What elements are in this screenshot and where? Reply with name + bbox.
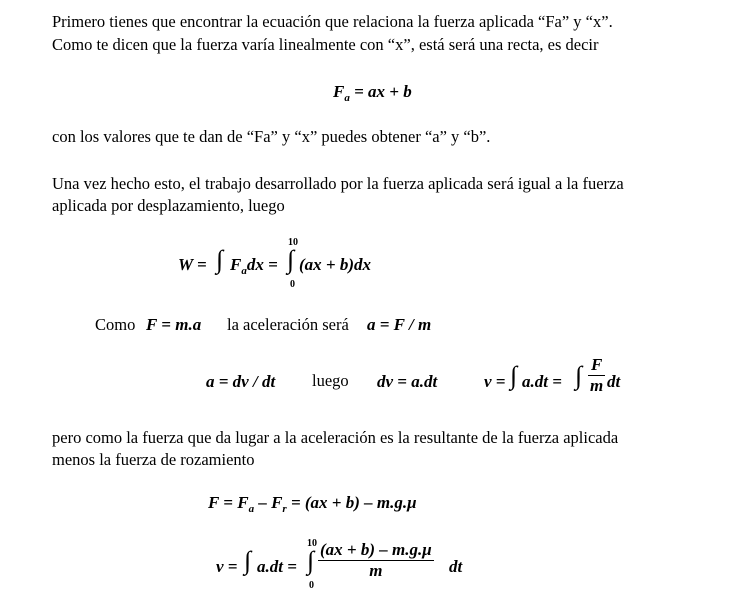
paragraph-3-line-2: aplicada por desplazamiento, luego — [52, 196, 285, 215]
velocity-mid: a.dt = — [522, 372, 562, 391]
velocity-final-fraction: $\frac{(ax + b) - m.g.\mu}{m}$ — [320, 540, 432, 580]
paragraph-1-line-2: Como te dicen que la fuerza varía linealmente con “x”, está será una recta, es decir — [52, 35, 599, 54]
velocity-final-tail: dt — [449, 557, 463, 576]
paragraph-4-line-1: pero como la fuerza que da lugar a la aceleración es la resultante de la fuerza aplicada — [52, 428, 619, 447]
integral-sign: ∫ — [216, 245, 224, 274]
integral-sign: ∫ — [510, 361, 518, 390]
velocity-lhs: v = — [484, 372, 506, 391]
work-rhs: (ax + b)dx — [299, 255, 372, 274]
paragraph-1-line-1: Primero tienes que encontrar la ecuación que relaciona la fuerza aplicada “Fa” y “x”. — [52, 12, 613, 31]
velocity-final-lhs: v = — [216, 557, 238, 576]
integral-sign: ∫ — [575, 361, 583, 390]
equation-linear-force: $F_a$ = ax + b — [333, 82, 412, 104]
work-lhs: W = — [178, 255, 207, 274]
luego-label: luego — [312, 371, 349, 390]
paragraph-2: con los valores que te dan de “Fa” y “x” puedes obtener “a” y “b”. — [52, 127, 491, 146]
acceleration-text: la aceleración será — [227, 315, 349, 334]
work-middle: $F_adx$ = — [230, 255, 278, 277]
paragraph-3-line-1: Una vez hecho esto, el trabajo desarrollado por la fuerza aplicada será igual a la fuerza — [52, 174, 624, 193]
paragraph-4-line-2: menos la fuerza de rozamiento — [52, 450, 255, 469]
lower-limit: 0 — [309, 580, 314, 591]
equation-acceleration: a = F / m — [367, 315, 432, 334]
velocity-final-mid: a.dt = — [257, 557, 297, 576]
integral-sign-definite: ∫ — [287, 245, 295, 274]
integral-sign: ∫ — [244, 546, 252, 575]
integral-sign-definite: ∫ — [307, 546, 315, 575]
equation-dv: dv = a.dt — [377, 372, 438, 391]
equation-newton: F = m.a — [146, 315, 202, 334]
velocity-fraction: $\frac{F}{m}$ — [590, 355, 604, 395]
equation-a-def: a = dv / dt — [206, 372, 276, 391]
equation-resultant-force: $F = F_a - F_r = (ax + b) - m.g.\mu$ — [208, 493, 417, 515]
velocity-tail: dt — [607, 372, 621, 391]
upper-limit: 10 — [288, 237, 298, 248]
lower-limit: 0 — [290, 279, 295, 290]
upper-limit: 10 — [307, 538, 317, 549]
como-label: Como — [95, 315, 136, 334]
